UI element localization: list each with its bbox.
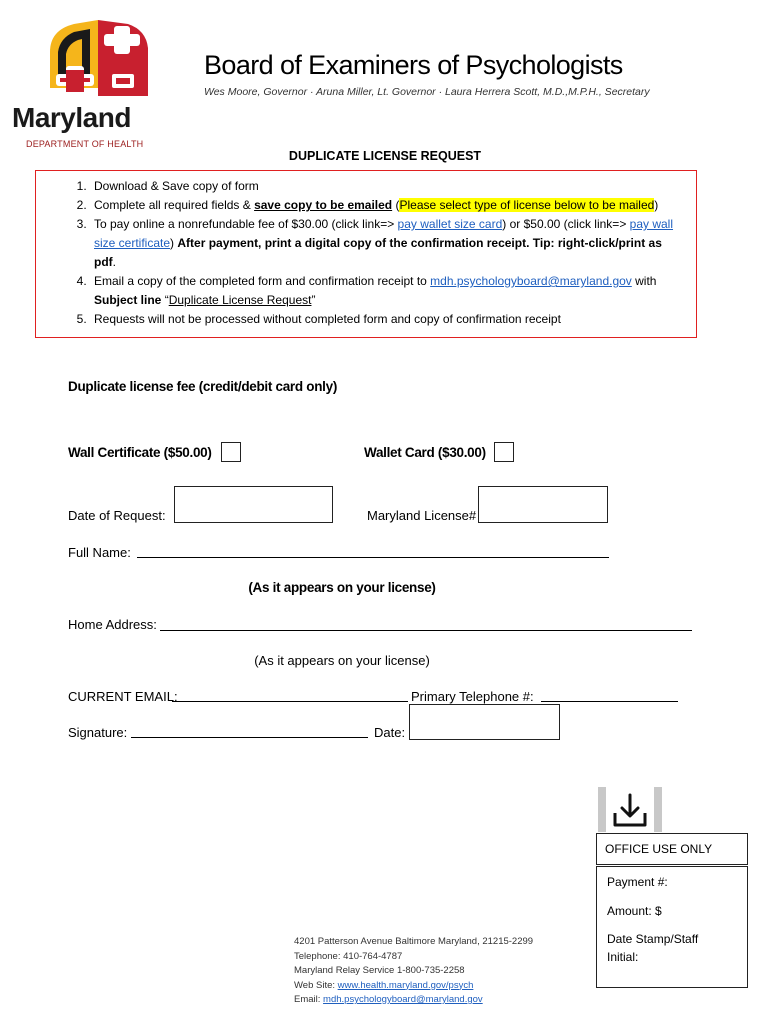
as-appears-note: (As it appears on your license) xyxy=(254,653,430,668)
date-label: Date: xyxy=(374,725,406,740)
page-title: Board of Examiners of Psychologists xyxy=(204,50,623,80)
signature-line[interactable] xyxy=(131,737,368,738)
download-icon xyxy=(598,787,662,832)
signature-label: Signature: xyxy=(68,725,128,740)
instruction-highlight: Please select type of license below to be mailed xyxy=(399,198,655,212)
office-use-box xyxy=(596,866,748,988)
full-name-line[interactable] xyxy=(137,557,609,558)
instruction-emphasis: Subject line xyxy=(94,293,162,307)
home-address-label: Home Address: xyxy=(68,617,157,632)
instruction-item xyxy=(90,215,682,272)
instruction-text: with xyxy=(631,274,657,288)
logo-wordmark: Maryland xyxy=(12,102,131,133)
page-subtitle: Wes Moore, Governor · Aruna Miller, Lt. Governor · Laura Herrera Scott, M.D.,M.P.H., Secretary xyxy=(204,86,650,98)
footer-address: 4201 Patterson Avenue Baltimore Maryland, 21215-2299 xyxy=(294,936,534,947)
footer-web-prefix: Web Site: xyxy=(294,979,338,991)
pay-wall-certificate-link[interactable]: pay wall size certificate xyxy=(94,217,674,250)
instruction-text: Requests will not be processed without completed form and copy of confirmation receipt xyxy=(94,312,561,326)
wall-certificate-label: Wall Certificate ($50.00) xyxy=(68,445,212,460)
instruction-text: “ xyxy=(161,293,169,307)
md-license-label: Maryland License# xyxy=(367,508,477,523)
office-payment-label: Payment #: xyxy=(607,875,668,889)
wallet-card-checkbox[interactable] xyxy=(494,442,514,462)
home-address-line[interactable] xyxy=(160,630,692,631)
office-initial-label: Initial: xyxy=(607,950,639,964)
instruction-item xyxy=(90,272,682,310)
footer-email-prefix: Email: xyxy=(294,994,324,1005)
footer-email xyxy=(294,993,533,1008)
wallet-card-label: Wallet Card ($30.00) xyxy=(364,445,486,460)
logo-department: DEPARTMENT OF HEALTH xyxy=(26,139,144,149)
board-email-link[interactable]: mdh.psychologyboard@maryland.gov xyxy=(430,274,632,288)
primary-phone-line[interactable] xyxy=(541,701,678,702)
date-field[interactable] xyxy=(409,704,560,740)
footer-contact xyxy=(294,935,533,1008)
instruction-text: Download & Save copy of form xyxy=(94,179,259,193)
instruction-text: . xyxy=(112,255,116,269)
instructions-list xyxy=(36,171,696,329)
instruction-text: Complete all required fields & xyxy=(94,198,255,212)
instructions-box xyxy=(35,170,697,338)
instruction-subject: Duplicate License Request xyxy=(168,293,312,307)
instruction-emphasis: save copy to be emailed xyxy=(254,198,393,212)
instruction-text: To pay online a nonrefundable fee of $30.00 (click link=> xyxy=(94,217,398,231)
instruction-text: ) xyxy=(170,236,178,250)
download-button[interactable] xyxy=(598,787,662,832)
instruction-item xyxy=(90,177,682,196)
primary-phone-label: Primary Telephone #: xyxy=(411,689,534,704)
full-name-label: Full Name: xyxy=(68,545,131,560)
form-heading: DUPLICATE LICENSE REQUEST xyxy=(288,149,482,163)
md-license-field[interactable] xyxy=(478,486,608,523)
footer-website xyxy=(294,979,533,994)
date-of-request-field[interactable] xyxy=(174,486,333,523)
office-date-stamp-label: Date Stamp/Staff xyxy=(607,932,699,946)
footer-relay: Maryland Relay Service 1-800-735-2258 xyxy=(294,965,465,976)
maryland-logo xyxy=(10,18,170,149)
as-appears-note-bold: (As it appears on your license) xyxy=(248,580,436,595)
fee-heading: Duplicate license fee (credit/debit card only) xyxy=(68,379,338,394)
instruction-emphasis: After payment, print a digital copy of the confirmation receipt. Tip: right-click/print as pdf xyxy=(94,236,662,269)
office-amount-label: Amount: $ xyxy=(607,904,662,918)
current-email-label: CURRENT EMAIL: xyxy=(68,689,178,704)
pay-wallet-card-link[interactable]: pay wallet size card xyxy=(397,217,503,231)
footer-web-link[interactable]: www.health.maryland.gov/psych xyxy=(337,979,474,991)
instruction-text: Email a copy of the completed form and confirmation receipt to xyxy=(94,274,431,288)
office-use-heading: OFFICE USE ONLY xyxy=(596,833,748,865)
wall-certificate-checkbox[interactable] xyxy=(221,442,241,462)
maryland-flag-icon xyxy=(36,18,161,100)
footer-telephone: Telephone: 410-764-4787 xyxy=(294,950,403,962)
instruction-item xyxy=(90,310,682,329)
instruction-text: ( xyxy=(392,198,400,212)
current-email-line[interactable] xyxy=(172,701,408,702)
instruction-text: ) or $50.00 (click link=> xyxy=(502,217,630,231)
footer-email-link[interactable]: mdh.psychologyboard@maryland.gov xyxy=(323,994,483,1005)
instruction-text: ” xyxy=(311,293,316,307)
instruction-item xyxy=(90,196,682,215)
instruction-text: ) xyxy=(654,198,659,212)
date-of-request-label: Date of Request: xyxy=(68,508,166,523)
